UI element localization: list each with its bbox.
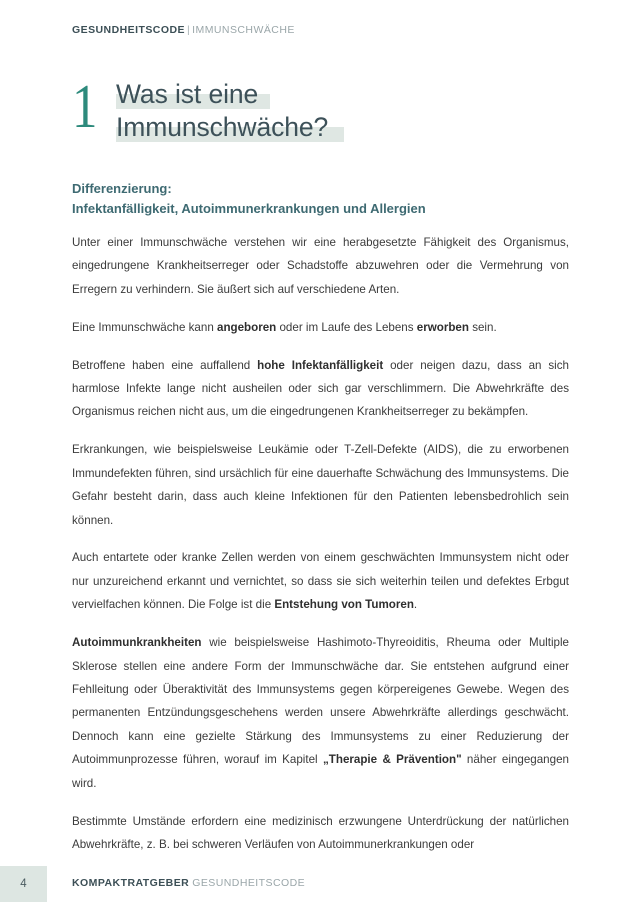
paragraph-4: [72, 438, 569, 532]
page-number-box: [0, 866, 47, 902]
paragraph-5: [72, 546, 569, 616]
paragraph-6-bold-autoimmunkrankheiten: Autoimmunkrankheiten: [72, 636, 202, 650]
paragraph-3-bold-infektanfaelligkeit: hohe Infektanfälligkeit: [257, 358, 384, 372]
body-copy: [72, 231, 569, 856]
running-head: [72, 24, 295, 36]
paragraph-2-bold-erworben: erworben: [416, 320, 469, 334]
paragraph-5-bold-tumoren: Entstehung von Tumoren: [274, 598, 414, 612]
paragraph-3-part-a: Betroffene haben eine auffallend: [72, 358, 258, 372]
paragraph-5-part-c: .: [413, 598, 418, 612]
running-head-chapter: IMMUNSCHWÄCHE: [192, 24, 295, 36]
chapter-title-line-1: [116, 78, 536, 111]
chapter-title-line-2-text: Immunschwäche?: [116, 112, 329, 142]
paragraph-2-part-c: oder im Laufe des Lebens: [276, 320, 417, 334]
subheading-line-2: Infektanfälligkeit, Autoimmunerkrankungen und Allergien: [72, 201, 426, 216]
paragraph-2-part-d: sein.: [468, 320, 497, 334]
page-number: 4: [20, 878, 27, 890]
paragraph-6-part-a: wie beispielsweise Hashimoto-Thyreoiditis, Rheuma oder Multiple Sklerose stellen eine andere Form der Immunschwäche dar. Sie entstehen aufgrund einer Fehlleitung oder Überaktivität des Immunsystems gegen körpereigenes Gewebe. Wegen des permanenten Entzündungsgeschehens werden unsere Abwehrkräfte allerdings geschwächt. Dennoch kann eine gezielte Stärkung des Immunsystems zu einer Reduzierung der Autoimmunprozesse führen, worauf im Kapitel: [72, 636, 569, 767]
paragraph-1: [72, 231, 569, 301]
section-subheading: [72, 179, 572, 219]
paragraph-2: [72, 316, 569, 339]
footer-text: [72, 877, 305, 889]
subheading-line-1: Differenzierung:: [72, 181, 172, 196]
paragraph-7-text: Bestimmte Umstände erfordern eine medizinisch erzwungene Unterdrückung der natürlichen Abwehrkräfte, z. B. bei schweren Verläufen von Autoimmunerkrankungen oder: [72, 814, 569, 851]
chapter-number: 1: [72, 73, 98, 141]
paragraph-2-bold-angeboren: angeboren: [217, 320, 277, 334]
chapter-title-line-2: [116, 111, 536, 144]
footer-divider: [0, 858, 643, 859]
paragraph-6-bold-therapie-praevention: „Therapie & Prävention": [322, 753, 462, 767]
running-head-brand: GESUNDHEITSCODE: [72, 24, 185, 36]
footer-brand-label: GESUNDHEITSCODE: [192, 877, 306, 889]
paragraph-2-part-a: Eine Immunschwäche kann: [72, 320, 217, 334]
paragraph-3: [72, 354, 569, 424]
paragraph-6: [72, 631, 569, 795]
chapter-title-lines: [116, 78, 536, 144]
paragraph-7: [72, 810, 569, 857]
paragraph-5-part-a: Auch entartete oder kranke Zellen werden von einem geschwächten Immunsystem nicht oder nur unzureichend erkannt und vernichtet, so dass sie sich weiterhin teilen und defektes Erbgut vervielfachen können. Die Folge ist die: [72, 551, 569, 612]
paragraph-1-text: Unter einer Immunschwäche verstehen wir eine herabgesetzte Fähigkeit des Organismus, eingedrungene Krankheitserreger oder Schadstoffe abzuwehren oder die Vermehrung von Erregern zu verhindern. Sie äußert sich auf verschiedene Arten.: [72, 236, 569, 296]
chapter-title-line-1-text: Was ist eine: [116, 79, 259, 109]
running-head-separator: |: [186, 24, 191, 36]
footer-series-label: KOMPAKTRATGEBER: [72, 877, 190, 889]
chapter-title-block: [72, 73, 572, 164]
paragraph-3-part-c: oder neigen dazu, dass an sich harmlose Infekte lange nicht ausheilen oder sich gar verschlimmern. Die Abwehrkräfte des Organismus reichen nicht aus, um die eingedrungenen Krankheitserreger zu bekämpfen.: [72, 358, 569, 419]
paragraph-6-part-c: näher eingegangen wird.: [72, 753, 569, 790]
paragraph-4-text: Erkrankungen, wie beispielsweise Leukämie oder T-Zell-Defekte (AIDS), die zu erworbenen Immundefekten führen, sind ursächlich für eine dauerhafte Schwächung des Immunsystems. Die Gefahr besteht darin, dass auch kleine Infektionen für den Patienten lebensbedrohlich sein können.: [72, 443, 569, 527]
